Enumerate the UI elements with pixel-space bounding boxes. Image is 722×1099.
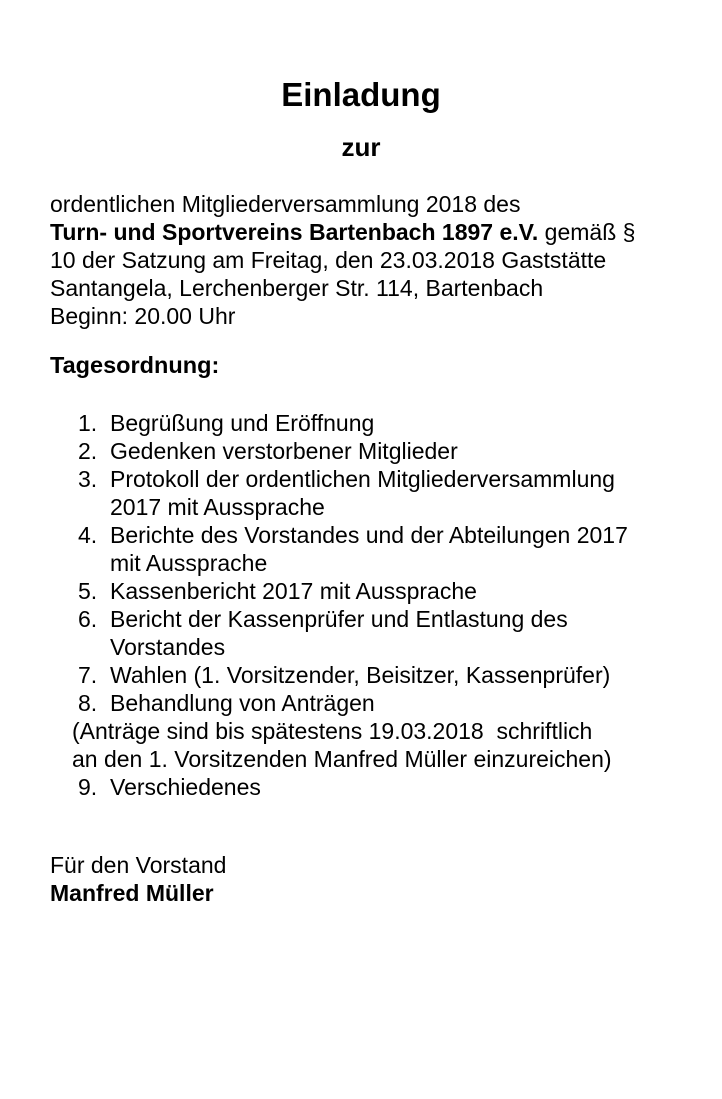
agenda-item-text	[110, 773, 672, 801]
intro-line-1: ordentlichen Mitgliederversammlung 2018 des	[50, 191, 521, 217]
agenda-item	[50, 437, 672, 465]
intro-line-2	[50, 218, 672, 246]
agenda-item-number: 3.	[78, 466, 98, 492]
agenda-text-line: Vorstandes	[110, 634, 226, 660]
agenda-item-text	[72, 717, 672, 773]
agenda-item-text	[110, 661, 672, 689]
agenda-item-text	[110, 689, 672, 717]
agenda-text-line: 2017 mit Aussprache	[110, 494, 325, 520]
club-name-bold: Turn- und Sportvereins Bartenbach 1897 e.V.	[50, 219, 539, 245]
signature-role: Für den Vorstand	[50, 852, 227, 878]
signature-name: Manfred Müller	[50, 880, 214, 906]
agenda-text-line: mit Aussprache	[110, 550, 268, 576]
agenda-text-line: Behandlung von Anträgen	[110, 690, 375, 716]
agenda-item-number: 8.	[78, 690, 98, 716]
agenda-item-number: 5.	[78, 578, 98, 604]
agenda-item	[50, 661, 672, 689]
intro-paragraph	[50, 190, 672, 330]
intro-line-3: 10 der Satzung am Freitag, den 23.03.2018 Gaststätte	[50, 247, 607, 273]
agenda-heading: Tagesordnung:	[50, 352, 220, 378]
intro-line-5: Beginn: 20.00 Uhr	[50, 303, 236, 329]
intro-line-4: Santangela, Lerchenberger Str. 114, Bartenbach	[50, 275, 544, 301]
agenda-text-line: Gedenken verstorbener Mitglieder	[110, 438, 458, 464]
agenda-text-line: an den 1. Vorsitzenden Manfred Müller einzureichen)	[72, 746, 612, 772]
agenda-text-line: Berichte des Vorstandes und der Abteilungen 2017	[110, 522, 628, 548]
agenda-item-text	[110, 577, 672, 605]
agenda-item-number: 9.	[78, 774, 98, 800]
agenda-item-text	[110, 465, 672, 521]
intro-line-2-rest: gemäß §	[538, 219, 636, 245]
agenda-item-text	[110, 409, 672, 437]
agenda-item-number: 7.	[78, 662, 98, 688]
agenda-item-number: 1.	[78, 410, 98, 436]
agenda-item	[50, 521, 672, 577]
agenda-item	[50, 465, 672, 521]
agenda-text-line: Protokoll der ordentlichen Mitgliederversammlung	[110, 466, 615, 492]
agenda-note	[50, 717, 672, 773]
agenda-text-line: (Anträge sind bis spätestens 19.03.2018 schriftlich	[72, 718, 593, 744]
agenda-item-number: 4.	[78, 522, 98, 548]
agenda-text-line: Begrüßung und Eröffnung	[110, 410, 375, 436]
signature-block	[50, 851, 672, 907]
agenda-text-line: Bericht der Kassenprüfer und Entlastung des	[110, 606, 568, 632]
agenda-item-text	[110, 605, 672, 661]
agenda-item	[50, 409, 672, 437]
agenda-item-number: 6.	[78, 606, 98, 632]
document-subtitle: zur	[341, 132, 381, 162]
agenda-item	[50, 689, 672, 717]
agenda-text-line: Wahlen (1. Vorsitzender, Beisitzer, Kassenprüfer)	[110, 662, 611, 688]
agenda-text-line: Verschiedenes	[110, 774, 261, 800]
agenda-item	[50, 773, 672, 801]
agenda-text-line: Kassenbericht 2017 mit Aussprache	[110, 578, 477, 604]
document-title: Einladung	[281, 76, 441, 113]
agenda-item-text	[110, 437, 672, 465]
document-page	[0, 75, 722, 1099]
agenda-item-text	[110, 521, 672, 577]
agenda-item	[50, 605, 672, 661]
agenda-list	[50, 409, 672, 801]
agenda-item-number: 2.	[78, 438, 98, 464]
agenda-item	[50, 577, 672, 605]
